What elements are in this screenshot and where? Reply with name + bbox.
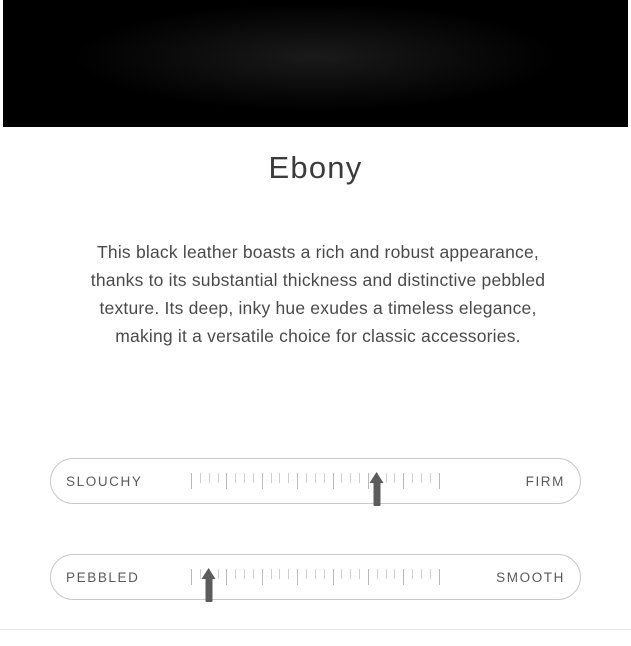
tick-mark xyxy=(368,569,369,585)
tick-mark xyxy=(218,569,219,579)
tick-mark xyxy=(430,473,431,483)
slider-thumb-stem-icon xyxy=(373,481,380,506)
tick-mark xyxy=(333,473,334,489)
leather-description: This black leather boasts a rich and robust appearance, thanks to its substantial thickness and distinctive pebbled texture. Its deep, inky hue exudes a timeless elegance, making it a versatile choice for classic accessories. xyxy=(90,242,546,346)
tick-mark xyxy=(394,569,395,579)
tick-mark xyxy=(271,569,272,579)
tick-mark xyxy=(421,569,422,579)
tick-mark xyxy=(297,569,298,585)
tick-mark xyxy=(394,473,395,483)
tick-mark xyxy=(341,473,342,483)
slider-texture-ticks xyxy=(191,569,440,587)
tick-mark xyxy=(315,569,316,579)
tick-mark xyxy=(200,473,201,483)
tick-mark xyxy=(341,569,342,579)
slider-firmness-left-label: SLOUCHY xyxy=(66,474,143,489)
leather-swatch-image xyxy=(3,0,628,127)
tick-mark xyxy=(359,473,360,483)
leather-vignette-layer xyxy=(3,0,628,127)
tick-mark xyxy=(279,473,280,483)
tick-mark xyxy=(315,473,316,483)
tick-mark xyxy=(262,473,263,489)
tick-mark xyxy=(359,569,360,579)
tick-mark xyxy=(350,569,351,579)
slider-texture-right-label: SMOOTH xyxy=(496,570,565,585)
tick-mark xyxy=(306,473,307,483)
bottom-divider xyxy=(0,629,631,630)
tick-mark xyxy=(350,473,351,483)
tick-mark xyxy=(226,569,227,585)
tick-mark xyxy=(191,473,192,489)
tick-mark xyxy=(253,473,254,483)
slider-texture[interactable] xyxy=(50,554,581,600)
tick-mark xyxy=(333,569,334,585)
tick-mark xyxy=(244,473,245,483)
slider-firmness-thumb[interactable] xyxy=(369,472,384,506)
tick-mark xyxy=(324,569,325,579)
tick-mark xyxy=(297,473,298,489)
tick-mark xyxy=(324,473,325,483)
tick-mark xyxy=(403,473,404,489)
tick-mark xyxy=(386,569,387,579)
tick-mark xyxy=(430,569,431,579)
tick-mark xyxy=(235,569,236,579)
tick-mark xyxy=(386,473,387,483)
tick-mark xyxy=(412,569,413,579)
tick-mark xyxy=(271,473,272,483)
tick-mark xyxy=(253,569,254,579)
tick-mark xyxy=(412,473,413,483)
page-title: Ebony xyxy=(268,150,363,185)
tick-mark xyxy=(262,569,263,585)
tick-mark xyxy=(226,473,227,489)
slider-thumb-stem-icon xyxy=(205,577,212,602)
tick-mark xyxy=(209,473,210,483)
tick-mark xyxy=(439,569,440,585)
tick-mark xyxy=(421,473,422,483)
tick-mark xyxy=(191,569,192,585)
tick-mark xyxy=(439,473,440,489)
tick-mark xyxy=(218,473,219,483)
tick-mark xyxy=(235,473,236,483)
slider-texture-thumb[interactable] xyxy=(201,568,216,602)
tick-mark xyxy=(306,569,307,579)
slider-firmness-right-label: FIRM xyxy=(525,474,565,489)
tick-mark xyxy=(403,569,404,585)
slider-texture-left-label: PEBBLED xyxy=(66,570,140,585)
tick-mark xyxy=(377,569,378,579)
tick-mark xyxy=(288,569,289,579)
tick-mark xyxy=(244,569,245,579)
tick-mark xyxy=(288,473,289,483)
slider-firmness-ticks xyxy=(191,473,440,491)
slider-firmness[interactable] xyxy=(50,458,581,504)
tick-mark xyxy=(279,569,280,579)
